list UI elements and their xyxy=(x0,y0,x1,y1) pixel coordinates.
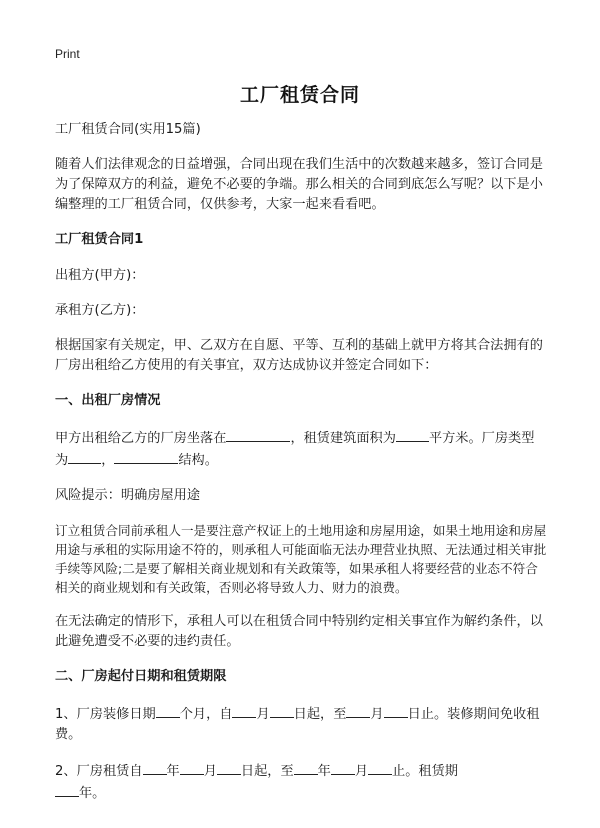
text-segment: 甲方出租给乙方的厂房坐落在 xyxy=(55,431,227,446)
blank-end-year xyxy=(294,760,318,775)
text-segment: ， xyxy=(101,453,115,468)
document-subtitle: 工厂租赁合同(实用15篇) xyxy=(55,122,201,137)
section1-paragraph xyxy=(55,427,547,471)
text-segment: 月 xyxy=(256,707,270,722)
intro-paragraph: 随着人们法律观念的日益增强，合同出现在我们生活中的次数越来越多，签订合同是为了保障双方的利益，避免不必要的争端。那么相关的合同到底怎么写呢？以下是小编整理的工厂租赁合同，仅供参考，大家一起来看看吧。 xyxy=(55,157,543,212)
section2-item1 xyxy=(55,703,547,745)
document-body xyxy=(55,120,547,819)
blank-start-day xyxy=(270,703,294,718)
blank-months xyxy=(156,703,180,718)
section1-heading: 一、出租厂房情况 xyxy=(55,393,161,408)
text-segment: 年 xyxy=(166,764,180,779)
risk-hint: 风险提示：明确房屋用途 xyxy=(55,488,201,503)
lessor-line: 出租方(甲方)： xyxy=(55,268,145,283)
blank-start-month xyxy=(180,760,204,775)
text-segment: 日起，至 xyxy=(240,764,294,779)
text-segment: 止。租赁期 xyxy=(392,764,458,779)
blank-start-month xyxy=(232,703,256,718)
text-segment: 月 xyxy=(203,764,217,779)
risk-paragraph-2: 在无法确定的情形下，承租人可以在租赁合同中特别约定相关事宜作为解约条件，以此避免遭受不必要的违约责任。 xyxy=(55,614,543,649)
blank-start-day xyxy=(217,760,241,775)
print-label[interactable]: Print xyxy=(55,47,80,61)
text-segment: 年。 xyxy=(79,786,106,801)
text-segment: 月 xyxy=(370,707,384,722)
text-segment: ，租赁建筑面积为 xyxy=(290,431,396,446)
text-segment: 月 xyxy=(354,764,369,779)
blank-term-years xyxy=(55,782,79,797)
blank-end-month xyxy=(346,703,370,718)
blank-start-year xyxy=(143,760,167,775)
blank-location xyxy=(226,427,290,442)
text-segment: 1、厂房装修日期 xyxy=(55,707,156,722)
lessee-line: 承租方(乙方)： xyxy=(55,303,145,318)
blank-end-month xyxy=(331,760,355,775)
text-segment: 日止。装修期间免收租费。 xyxy=(55,707,540,742)
text-segment: 结构。 xyxy=(178,453,218,468)
blank-area xyxy=(396,427,429,442)
text-segment: 个月，自 xyxy=(179,707,233,722)
section2-item2 xyxy=(55,760,547,804)
section2-heading: 二、厂房起付日期和租赁期限 xyxy=(55,669,227,684)
blank-end-day xyxy=(384,703,408,718)
text-segment: 平方米。厂房类型为 xyxy=(55,431,535,468)
blank-type xyxy=(68,449,101,464)
document-title: 工厂租赁合同 xyxy=(239,84,360,106)
blank-structure xyxy=(114,449,178,464)
blank-end-day xyxy=(368,760,392,775)
risk-paragraph: 订立租赁合同前承租人一是要注意产权证上的土地用途和房屋用途，如果土地用途和房屋用途与承租的实际用途不符的，则承租人可能面临无法办理营业执照、无法通过相关审批手续等风险;二是要了解相关商业规划和有关政策等，如果承租人将要经营的业态不符合相关的商业规划和有关政策，否则必将导致人力、财力的浪费。 xyxy=(55,523,547,595)
text-segment: 日起，至 xyxy=(293,707,347,722)
preamble-paragraph: 根据国家有关规定，甲、乙双方在自愿、平等、互利的基础上就甲方将其合法拥有的厂房出租给乙方使用的有关事宜，双方达成协议并签定合同如下： xyxy=(55,338,543,373)
contract-heading: 工厂租赁合同1 xyxy=(55,232,144,247)
text-segment: 年 xyxy=(317,764,331,779)
text-segment: 2、厂房租赁自 xyxy=(55,764,143,779)
